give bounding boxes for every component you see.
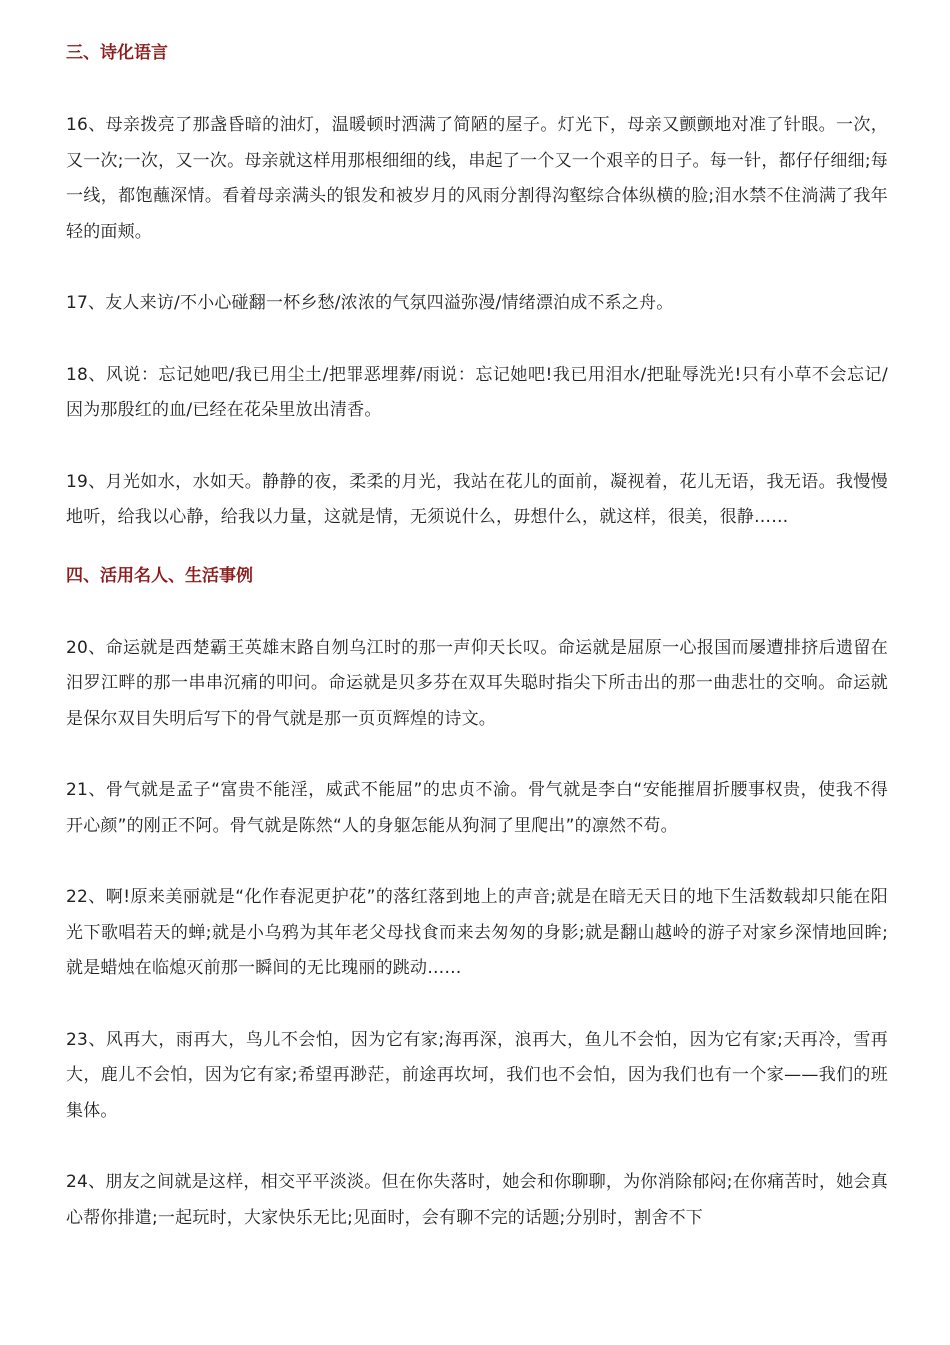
paragraph-17: 17、友人来访/不小心碰翻一杯乡愁/浓浓的气氛四溢弥漫/情绪漂泊成不系之舟。: [66, 293, 674, 313]
paragraph-24: 24、朋友之间就是这样，相交平平淡淡。但在你失落时，她会和你聊聊，为你消除郁闷;在你痛苦时，她会真心帮你排遣;一起玩时，大家快乐无比;见面时，会有聊不完的话题;分别时，割舍不下: [66, 1172, 888, 1228]
paragraph-22: 22、啊!原来美丽就是“化作春泥更护花”的落红落到地上的声音;就是在暗无天日的地下生活数载却只能在阳光下歌唱若天的蝉;就是小乌鸦为其年老父母找食而来去匆匆的身影;就是翻山越岭的游子对家乡深情地回眸;就是蜡烛在临熄灭前那一瞬间的无比瑰丽的跳动……: [66, 887, 888, 978]
paragraph-16: 16、母亲拨亮了那盏昏暗的油灯，温暖顿时洒满了简陋的屋子。灯光下，母亲又颤颤地对准了针眼。一次，又一次;一次，又一次。母亲就这样用那根细细的线，串起了一个又一个艰辛的日子。每一针，都仔仔细细;每一线，都饱蘸深情。看着母亲满头的银发和被岁月的风雨分割得沟壑综合体纵横的脸;泪水禁不住淌满了我年轻的面颊。: [66, 115, 888, 242]
paragraph-18: 18、风说：忘记她吧/我已用尘土/把罪恶埋葬/雨说：忘记她吧!我已用泪水/把耻辱洗光!只有小草不会忘记/因为那殷红的血/已经在花朵里放出清香。: [66, 364, 888, 420]
section-heading-poetic-language: 三、诗化语言: [66, 43, 168, 63]
section-heading-famous-people-examples: 四、活用名人、生活事例: [66, 565, 253, 586]
paragraph-23: 23、风再大，雨再大，鸟儿不会怕，因为它有家;海再深，浪再大，鱼儿不会怕，因为它有家;天再冷，雪再大，鹿儿不会怕，因为它有家;希望再渺茫，前途再坎坷，我们也不会怕，因为我们也有一个家——我们的班集体。: [66, 1029, 888, 1121]
paragraph-19: 19、月光如水，水如天。静静的夜，柔柔的月光，我站在花儿的面前，凝视着，花儿无语，我无语。我慢慢地听，给我以心静，给我以力量，这就是情，无须说什么，毋想什么，就这样，很美，很静……: [66, 471, 888, 527]
paragraph-20: 20、命运就是西楚霸王英雄末路自刎乌江时的那一声仰天长叹。命运就是屈原一心报国而屡遭排挤后遗留在汨罗江畔的那一串串沉痛的叩问。命运就是贝多芬在双耳失聪时指尖下所击出的那一曲悲壮的交响。命运就是保尔双目失明后写下的骨气就是那一页页辉煌的诗文。: [66, 637, 888, 729]
document-body: [66, 40, 888, 1236]
paragraph-21: 21、骨气就是孟子“富贵不能淫，威武不能屈”的忠贞不渝。骨气就是李白“安能摧眉折腰事权贵，使我不得开心颜”的刚正不阿。骨气就是陈然“人的身躯怎能从狗洞了里爬出”的凛然不苟。: [66, 780, 888, 836]
